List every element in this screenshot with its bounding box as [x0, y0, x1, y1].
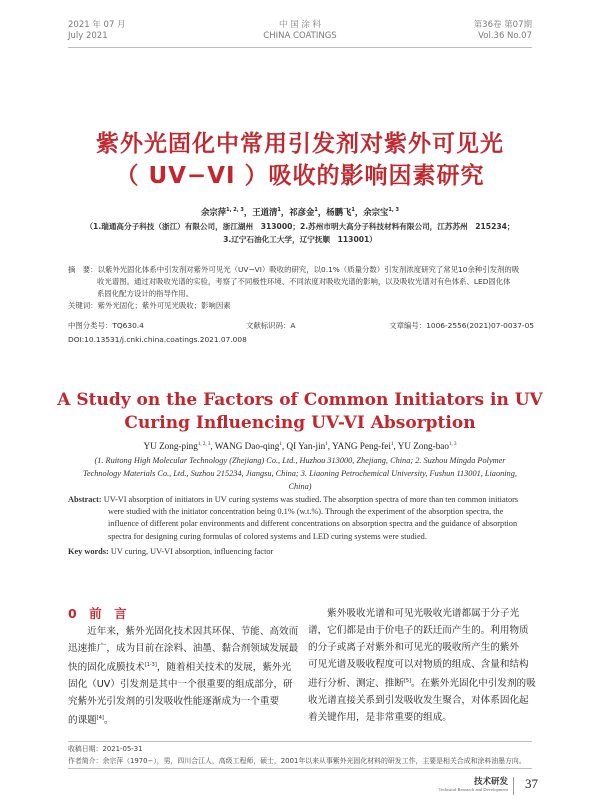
header-journal-cn: 中 国 涂 料: [278, 20, 322, 30]
author-cn-4: ，杨鹏飞: [317, 207, 352, 217]
left-line: 迅速推广，成为目前在涂料、油墨、黏合剂领域发展最: [68, 643, 299, 654]
right-text: 。在紫外光固化中引发剂的吸: [411, 678, 536, 690]
author-cn-1: 余宗萍: [201, 207, 227, 217]
right-line: 收光谱直接关系到引发吸收发生聚合，对体系固化起: [308, 695, 529, 707]
author-cn-sup: 1, 3: [388, 207, 399, 214]
section-heading: [68, 604, 127, 622]
affil-en-line3: China): [288, 482, 312, 491]
citation: [1-3]: [144, 662, 157, 668]
affil-en-line1: (1. Ruitong High Molecular Technology (Zhejiang) Co., Ltd., Huzhou 313000, Zhejiang, China; 2. Suzhou Mingda Polymer: [94, 456, 506, 465]
footer-divider: [513, 777, 514, 795]
abstract-en-line2: were studied with the initiator concentration being 0.1% (w.t.%). Through the experiment of the absorption spectra, the: [108, 507, 504, 517]
author-en-sup: 1: [390, 441, 394, 447]
author-en-5: , YU Zong-bao: [393, 441, 449, 451]
author-en-4: , YANG Peng-fei: [327, 441, 391, 451]
abstract-en-label: Abstract:: [68, 495, 102, 504]
right-line: 紫外吸收光谱和可见光吸收光谱都属于分子光: [308, 608, 520, 619]
author-en-1: YU Zong-ping: [143, 441, 198, 451]
right-line: 可见光谱及吸收程度可以对物质的组成、含量和结构: [308, 659, 529, 670]
author-en-3: , QI Yan-jin: [281, 441, 326, 451]
footer-rule: [68, 768, 532, 769]
left-text: 快的固化成膜技术: [68, 662, 145, 674]
abstract-cn-text1: 以紫外光固化体系中引发剂对紫外可见光（UV−VI）吸收的研究，以0.1%（质量分数）引发剂浓度研究了常见10余种引发剂的吸: [97, 265, 520, 274]
right-line: [308, 673, 536, 692]
affiliations-cn: [40, 220, 560, 246]
section-title: 前 言: [89, 606, 127, 621]
author-cn-3: ，祁彦金: [280, 207, 315, 217]
abstract-en-line1: [68, 494, 538, 506]
authors-en: [0, 441, 600, 451]
left-text: 。: [103, 715, 114, 727]
document-code: 文献标识码：A: [246, 321, 296, 330]
abstract-cn-label: 摘 要：: [68, 265, 98, 274]
right-line: 谱，它们都是由于价电子的跃迁而产生的。利用物质: [308, 625, 529, 636]
keywords-cn: 关键词：紫外光固化；紫外可见光吸收；影响因素: [68, 301, 231, 310]
footer-section-cn: 技术研发: [473, 777, 508, 787]
article-number: 文章编号：1006-2556(2021)07-0037-05: [389, 321, 534, 330]
abstract-cn-line2: 收光谱图。通过对吸收光谱的实验，考察了不同极性环境、不同浓度对吸收光谱的影响，以及吸收光谱对有色体系、LED固化体: [97, 277, 511, 286]
header-volume-cn: 第36卷 第07期: [473, 20, 532, 30]
title-cn-line1: 紫外光固化中常用引发剂对紫外可见光: [96, 131, 504, 157]
right-column: [308, 605, 536, 726]
header-rule: [68, 47, 532, 48]
left-text: ，随着相关技术的发展，紫外光: [156, 662, 292, 674]
author-cn-sup: 1, 2, 3: [226, 207, 244, 214]
left-column: [68, 623, 299, 729]
author-en-sup: 1: [279, 441, 282, 447]
header-volume: [474, 20, 532, 42]
author-en-sup: 1, 2, 3: [197, 441, 211, 447]
header-journal-en: CHINA COATINGS: [263, 31, 337, 41]
abstract-en-text1: UV-VI absorption of initiators in UV curing systems was studied. The absorption spectra of more than ten common initiators: [103, 495, 519, 504]
footer-section: [439, 775, 508, 792]
page-number: 37: [525, 776, 538, 791]
title-cn: [0, 128, 600, 192]
left-line: 究紫外光引发剂的引发吸收性能逐渐成为一个重要: [68, 696, 280, 708]
left-text: 的课题: [68, 715, 97, 727]
header-date-en: July 2021: [68, 31, 108, 41]
abstract-cn-line3: 系固化配方设计的指导作用。: [97, 289, 194, 298]
header-date-cn: 2021 年 07 月: [68, 20, 126, 30]
clc-number: 中图分类号：TQ630.4: [68, 321, 144, 330]
left-line: 近年来，紫外光固化技术因其环保、节能、高效而: [68, 626, 299, 637]
affil-cn-line2: 3.辽宁石油化工大学，辽宁抚顺 113001）: [223, 235, 377, 244]
footnote-received: 收稿日期：2021-05-31: [68, 745, 143, 753]
footer-section-en: Technical Research and Development: [438, 787, 508, 792]
doi: DOI:10.13531/j.cnki.china.coatings.2021.07.008: [68, 335, 247, 344]
abstract-en: [68, 494, 538, 558]
section-number: 0: [68, 606, 77, 621]
title-en-line1: A Study on the Factors of Common Initiators in UV: [57, 390, 543, 410]
abstract-en-line3: influence of different polar environments and different concentrations on absorption spectra and the guidance of absorption: [108, 519, 518, 529]
author-en-2: , WANG Dao-qing: [210, 441, 280, 451]
author-cn-sup: 1: [277, 207, 281, 214]
author-cn-2: ，王道清: [243, 207, 278, 217]
author-cn-sup: 1: [351, 207, 355, 214]
authors-cn: [0, 206, 600, 218]
footnote-rule: [68, 741, 532, 742]
right-line: 着关键作用，是非常重要的组成。: [308, 712, 452, 724]
footnote-author: 作者简介：余宗萍（1970−），男，四川合江人，高级工程师，硕士，2001年以来从事紫外光固化材料的研发工作，主要是相关合成和涂料油墨方向。: [68, 757, 526, 765]
title-en-line2: Curing Influencing UV-VI Absorption: [124, 413, 476, 433]
abstract-cn-line1: [68, 264, 538, 276]
right-text: 进行分析、测定、推断: [308, 678, 404, 690]
footnote: [68, 743, 538, 767]
keywords-en-text: UV curing, UV-VI absorption, influencing factor: [110, 546, 274, 556]
header-volume-en: Vol.36 No.07: [478, 31, 532, 41]
abstract-cn: [68, 264, 538, 312]
right-line: 的分子或离子对紫外和可见光的吸收所产生的紫外: [308, 642, 520, 653]
affil-en-line2: Technology Materials Co., Ltd., Suzhou 215234, Jiangsu, China; 3. Liaoning Petrochemical University, Fushun 113001, Liaoning,: [83, 469, 517, 478]
left-line: [68, 657, 296, 676]
author-cn-5: ，余宗宝: [354, 207, 389, 217]
keywords-en: [68, 546, 538, 558]
author-en-sup: 1, 3: [448, 441, 457, 447]
left-line: 固化（UV）引发剂是其中一个很重要的组成部分，研: [68, 679, 293, 691]
author-cn-sup: 1: [314, 207, 318, 214]
left-line: [68, 710, 296, 729]
keywords-en-label: Key words:: [68, 546, 109, 556]
abstract-en-line4: spectra for designing curing formulas of colored systems and LED curing systems were studied.: [108, 531, 427, 541]
affiliations-en: [62, 454, 538, 493]
title-cn-line2: （ UV−VI ）吸收的影响因素研究: [115, 163, 485, 189]
citation: [5]: [403, 678, 412, 684]
author-en-sup: 1: [325, 441, 328, 447]
title-en: [0, 389, 600, 435]
affil-cn-line1: （1.瑞通高分子科技（浙江）有限公司，浙江湖州 313000；2.苏州市明大高分子科技材料有限公司，江苏苏州 215234；: [85, 222, 515, 231]
citation: [4]: [96, 715, 104, 722]
